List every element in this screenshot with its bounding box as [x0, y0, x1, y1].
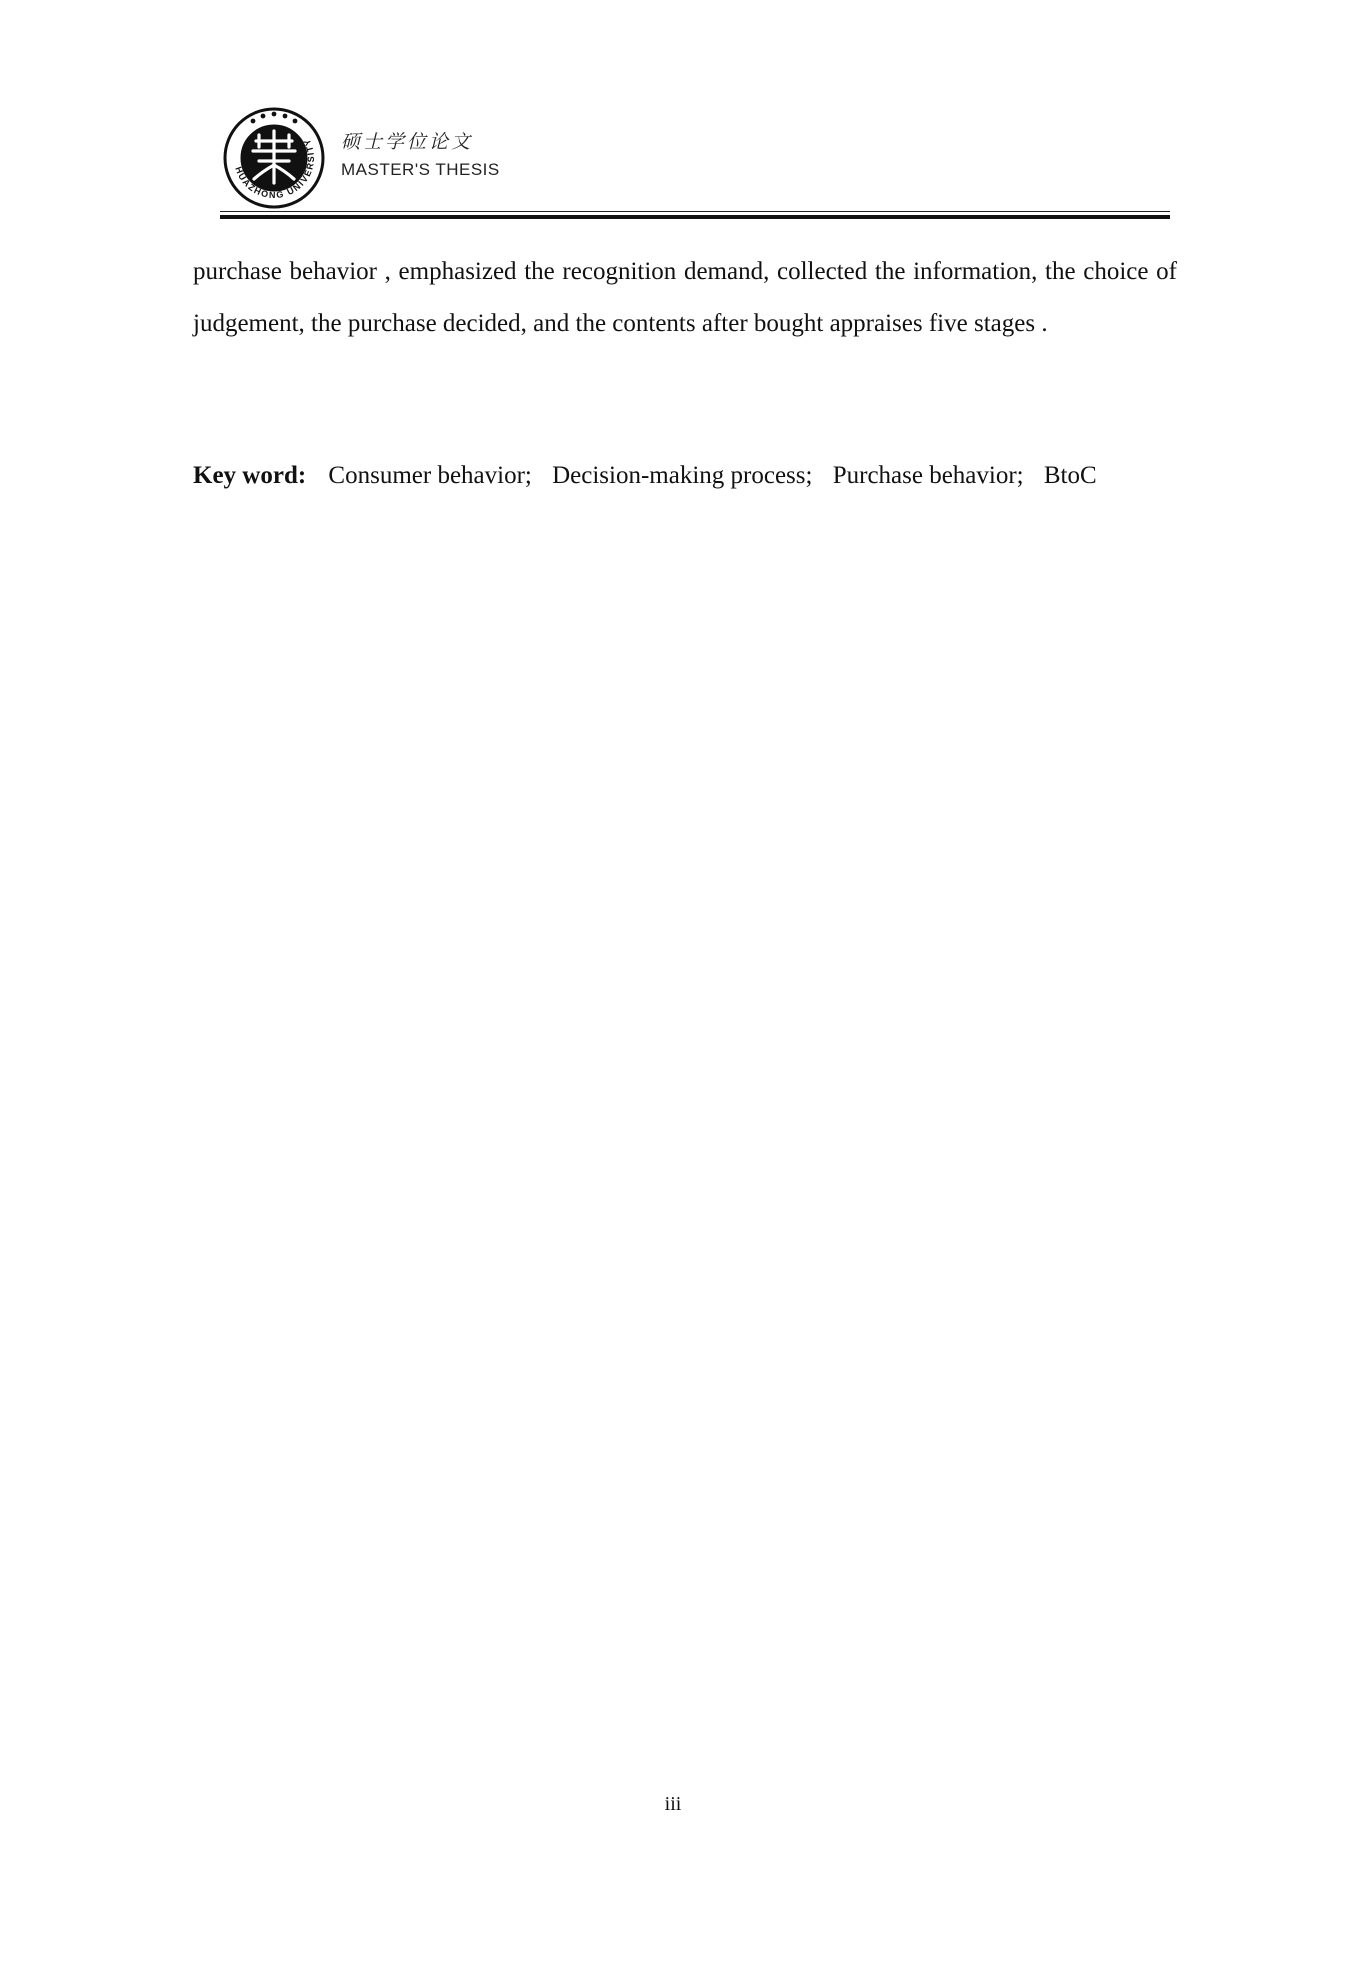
header-title-cn: 硕士学位论文 [341, 131, 474, 153]
keyword-item: Consumer behavior; [328, 462, 532, 489]
keywords-label: Key word: [193, 462, 307, 489]
university-seal-logo [223, 107, 325, 209]
header-text [341, 130, 500, 182]
keyword-item: Decision-making process; [552, 462, 813, 489]
page-number: iii [664, 1793, 682, 1815]
header-rule-thick [220, 215, 1170, 219]
page-header [220, 100, 1170, 230]
keyword-item: Purchase behavior; [832, 462, 1024, 489]
header-title-en: MASTER'S THESIS [341, 160, 500, 179]
keywords-line [193, 450, 1183, 502]
abstract-paragraph: purchase behavior , emphasized the recognition demand, collected the information, the choice of judgement, the purchase decided, and the contents after bought appraises five stages . [193, 258, 1177, 337]
seal-text: HUAZHONG UNIVERSITY [233, 136, 317, 201]
keyword-item: BtoC [1043, 462, 1097, 489]
header-rule-thin [220, 211, 1170, 212]
